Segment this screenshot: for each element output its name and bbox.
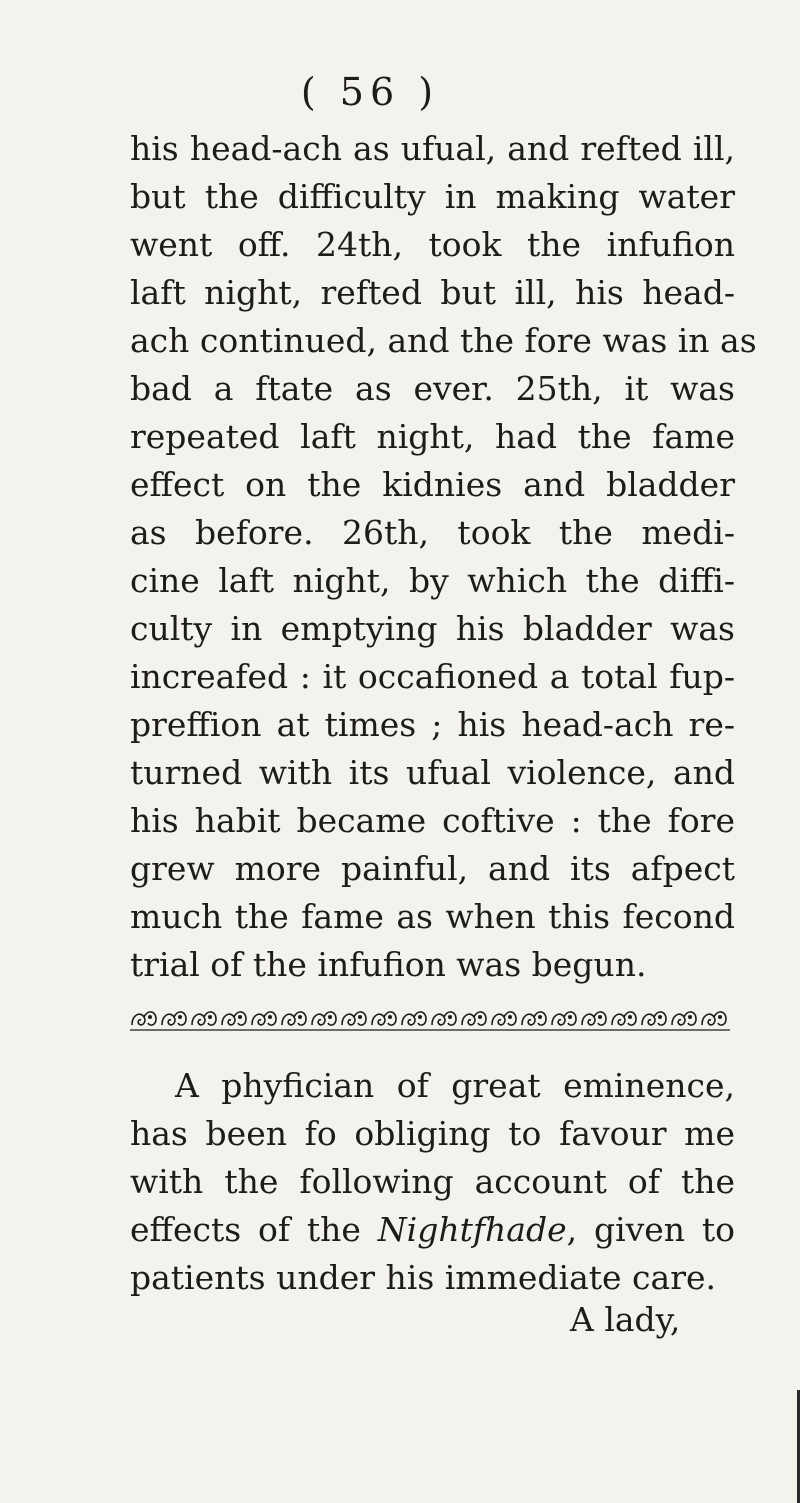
paragraph-continued [130,125,757,989]
text-line [130,1206,735,1254]
text-line: has been fo obliging to favour me [130,1114,735,1153]
text-line: his habit became coftive : the fore [130,801,735,840]
text-fragment: , given to [566,1210,735,1249]
text-line: went off. 24th, took the infufion [130,225,735,264]
text-line: A phyfician of great eminence, [175,1066,735,1105]
text-line: much the fame as when this fecond [130,897,735,936]
text-line: as before. 26th, took the medi- [130,513,735,552]
text-line: but the difficulty in making water [130,177,735,216]
page-number: ( 56 ) [300,70,440,114]
paragraph-physician-account [130,1062,735,1302]
text-line: repeated laft night, had the fame [130,417,735,456]
text-line: bad a ftate as ever. 25th, it was [130,369,735,408]
text-line: laft night, refted but ill, his head- [130,273,735,312]
text-line: with the following account of the [130,1162,735,1201]
text-line: culty in emptying his bladder was [130,609,735,648]
text-line: trial of the infufion was begun. [130,945,647,984]
text-line: patients under his immediate care. [130,1258,716,1297]
text-line: cine laft night, by which the diffi- [130,561,735,600]
text-line: ach continued, and the fore was in as [130,321,757,360]
text-line: effect on the kidnies and bladder [130,465,735,504]
text-line: increafed : it occafioned a total fup- [130,657,735,696]
text-line: turned with its ufual violence, and [130,753,735,792]
text-line: his head-ach as ufual, and refted ill, [130,129,735,168]
text-line: grew more painful, and its afpect [130,849,735,888]
text-line: preffion at times ; his head-ach re- [130,705,735,744]
printers-ornament-icon [130,1005,730,1035]
italic-term: Nightfhade [377,1210,567,1249]
catchword: A lady, [570,1300,681,1339]
text-fragment: effects of the [130,1210,378,1249]
